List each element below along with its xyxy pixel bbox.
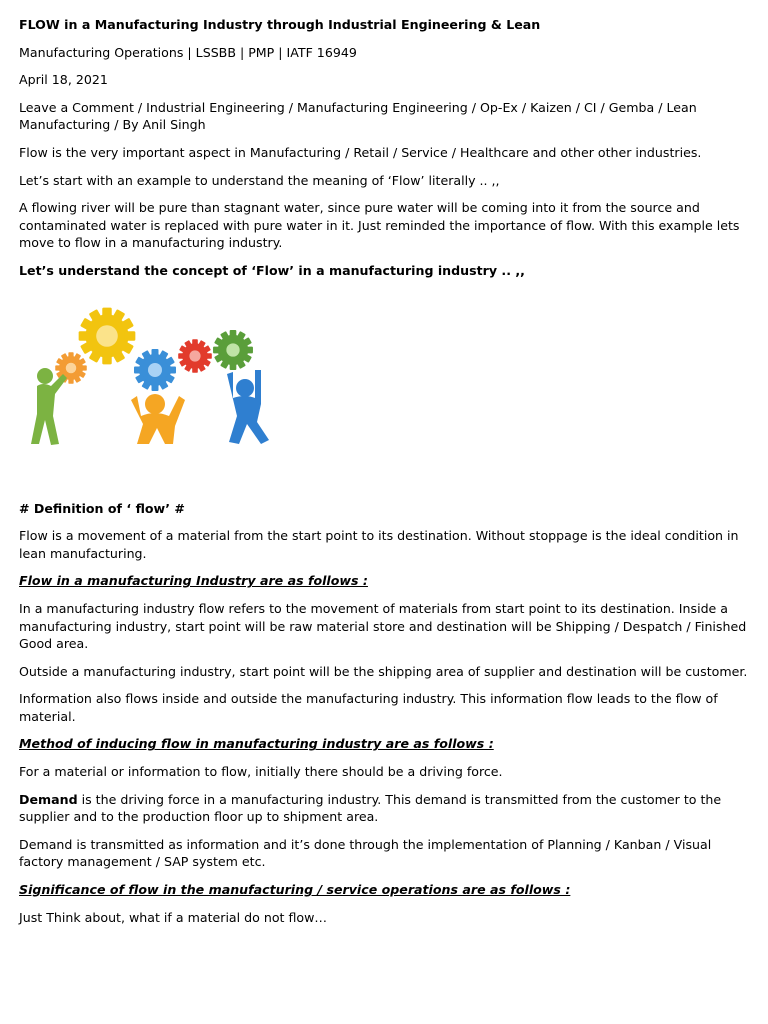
paragraph-intro: Flow is the very important aspect in Manufacturing / Retail / Service / Healthcare and other other industries. [19,144,702,160]
article-date: April 18, 2021 [19,72,108,88]
article-meta: Leave a Comment / Industrial Engineering / Manufacturing Engineering / Op-Ex / Kaizen / CI / Gemba / Lean Manufacturing / By Anil Singh [19,99,697,133]
article-title: FLOW in a Manufacturing Industry through Industrial Engineering & Lean [19,17,541,32]
person-blue-icon [227,370,269,444]
paragraph-river-example: A flowing river will be pure than stagnant water, since pure water will be coming into it from the source and contaminated water is replaced with pure water in it. Just reminded the importance of flow. With this example lets move to flow in a manufacturing industry. [19,200,740,251]
person-orange-icon [131,394,185,444]
definition-heading: # Definition of ‘ flow’ # [19,500,185,516]
demand-term: Demand [19,791,78,807]
heading-flow-in-industry: Flow in a manufacturing Industry are as follows : [19,573,368,589]
people-pushing-gears-icon [19,304,279,454]
heading-significance-of-flow: Significance of flow in the manufacturing / service operations are as follows : [19,882,571,898]
paragraph-inside-flow: In a manufacturing industry flow refers to the movement of materials from start point to its destination. Inside a manufacturing industry, start point will be raw material store and destination will be Shipping / Despatch / Finished Good area. [19,600,747,652]
paragraph-driving-force: For a material or information to flow, initially there should be a driving force. [19,764,503,780]
gear-red-icon [178,339,212,373]
paragraph-example-lead: Let’s start with an example to understand the meaning of ‘Flow’ literally .. ,, [19,172,500,188]
paragraph-demand-transmission: Demand is transmitted as information and it’s done through the implementation of Planning / Kanban / Visual factory management / SAP system etc. [19,836,712,870]
article-subtitle: Manufacturing Operations | LSSBB | PMP | IATF 16949 [19,44,357,60]
paragraph-concept-lead: Let’s understand the concept of ‘Flow’ in a manufacturing industry .. ,, [19,262,525,278]
heading-method-inducing-flow: Method of inducing flow in manufacturing industry are as follows : [19,736,494,752]
paragraph-definition: Flow is a movement of a material from the start point to its destination. Without stoppage is the ideal condition in lean manufacturing. [19,528,739,561]
gear-yellow-icon [79,307,136,364]
paragraph-demand [19,791,748,826]
paragraph-information-flow: Information also flows inside and outside the manufacturing industry. This information flow leads to the flow of material. [19,691,718,724]
paragraph-think-about: Just Think about, what if a material do not flow… [19,909,328,925]
paragraph-outside-flow: Outside a manufacturing industry, start point will be the shipping area of supplier and destination will be customer. [19,663,748,679]
person-green-icon [31,368,67,445]
demand-description: is the driving force in a manufacturing industry. This demand is transmitted from the customer to the supplier and to the production floor up to shipment area. [19,791,722,825]
gear-green-icon [213,330,253,370]
gear-blue-icon [134,349,176,391]
